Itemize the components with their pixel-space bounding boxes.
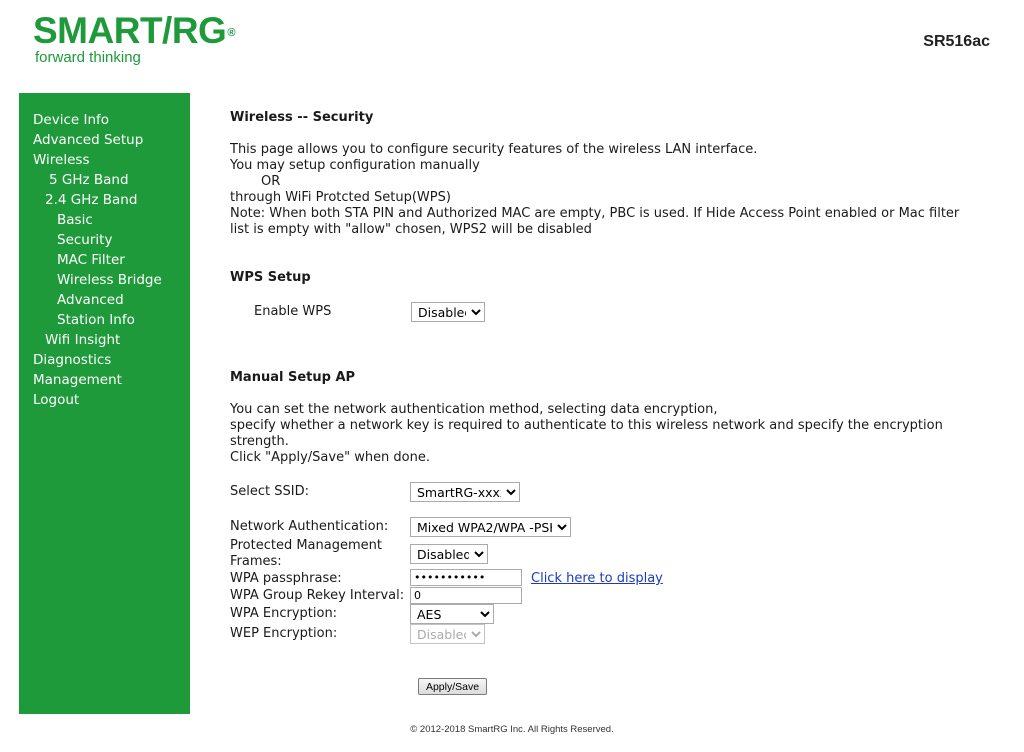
sidebar-item-basic[interactable]: Basic xyxy=(57,212,93,228)
desc-line: Click "Apply/Save" when done. xyxy=(230,450,431,465)
sidebar-item-wireless[interactable]: Wireless xyxy=(33,152,90,168)
sidebar-nav xyxy=(19,93,190,714)
enable-wps-select[interactable] xyxy=(411,302,485,322)
sidebar-item-wifi-insight[interactable]: Wifi Insight xyxy=(45,332,121,348)
network-auth-label: Network Authentication: xyxy=(230,519,389,534)
sidebar-item-station-info[interactable]: Station Info xyxy=(57,312,135,328)
sidebar-item-device-info[interactable]: Device Info xyxy=(33,112,110,128)
sidebar-item-24ghz-band[interactable]: 2.4 GHz Band xyxy=(45,192,138,208)
network-auth-select[interactable] xyxy=(410,517,571,537)
sidebar-item-5ghz-band[interactable]: 5 GHz Band xyxy=(49,172,129,188)
pmf-select[interactable] xyxy=(410,544,488,564)
logo-tagline: forward thinking xyxy=(35,49,141,66)
select-ssid-label: Select SSID: xyxy=(230,484,309,499)
wps-setup-heading: WPS Setup xyxy=(230,270,311,285)
sidebar-item-advanced-setup[interactable]: Advanced Setup xyxy=(33,132,144,148)
intro-line: Note: When both STA PIN and Authorized MAC are empty, PBC is used. If Hide Access Point enabled or Mac filter xyxy=(230,206,960,221)
smartrg-logo xyxy=(33,12,235,66)
sidebar-item-management[interactable]: Management xyxy=(33,372,122,388)
rekey-interval-input[interactable] xyxy=(410,587,522,604)
apply-save-button[interactable]: Apply/Save xyxy=(418,678,487,695)
sidebar-item-advanced[interactable]: Advanced xyxy=(57,292,124,308)
intro-line: through WiFi Protcted Setup(WPS) xyxy=(230,190,451,205)
wep-encryption-select xyxy=(410,624,485,644)
pmf-label xyxy=(230,538,382,570)
intro-line: list is empty with "allow" chosen, WPS2 will be disabled xyxy=(230,222,592,237)
sidebar-item-logout[interactable]: Logout xyxy=(33,392,80,408)
sidebar-item-security[interactable]: Security xyxy=(57,232,113,248)
intro-line: You may setup configuration manually xyxy=(230,158,480,173)
click-to-display-link[interactable]: Click here to display xyxy=(531,571,663,586)
wep-encryption-label: WEP Encryption: xyxy=(230,626,338,641)
desc-line: specify whether a network key is required to authenticate to this wireless network and specify the encryption xyxy=(230,418,943,433)
copyright-footer: © 2012-2018 SmartRG Inc. All Rights Reserved. xyxy=(410,724,614,735)
manual-setup-desc xyxy=(230,402,960,466)
page-title: Wireless -- Security xyxy=(230,110,374,125)
wpa-passphrase-label: WPA passphrase: xyxy=(230,571,342,586)
desc-line: You can set the network authentication method, selecting data encryption, xyxy=(230,402,718,417)
intro-line: OR xyxy=(261,174,281,189)
intro-text xyxy=(230,142,960,238)
sidebar-item-diagnostics[interactable]: Diagnostics xyxy=(33,352,112,368)
rekey-interval-label: WPA Group Rekey Interval: xyxy=(230,588,405,603)
enable-wps-label: Enable WPS xyxy=(254,304,332,319)
pmf-label-line: Frames: xyxy=(230,554,282,569)
manual-setup-heading: Manual Setup AP xyxy=(230,370,356,385)
wpa-passphrase-input[interactable] xyxy=(410,569,522,586)
wpa-encryption-select[interactable] xyxy=(410,604,494,624)
model-name: SR516ac xyxy=(923,33,990,50)
pmf-label-line: Protected Management xyxy=(230,538,382,553)
logo-wordmark: SMART/RG® xyxy=(33,10,235,51)
sidebar-item-mac-filter[interactable]: MAC Filter xyxy=(57,252,125,268)
wpa-encryption-label: WPA Encryption: xyxy=(230,606,338,621)
sidebar-item-wireless-bridge[interactable]: Wireless Bridge xyxy=(57,272,162,288)
registered-mark: ® xyxy=(227,27,235,39)
intro-line: This page allows you to configure security features of the wireless LAN interface. xyxy=(230,142,758,157)
ssid-select[interactable] xyxy=(410,482,520,502)
desc-line: strength. xyxy=(230,434,289,449)
